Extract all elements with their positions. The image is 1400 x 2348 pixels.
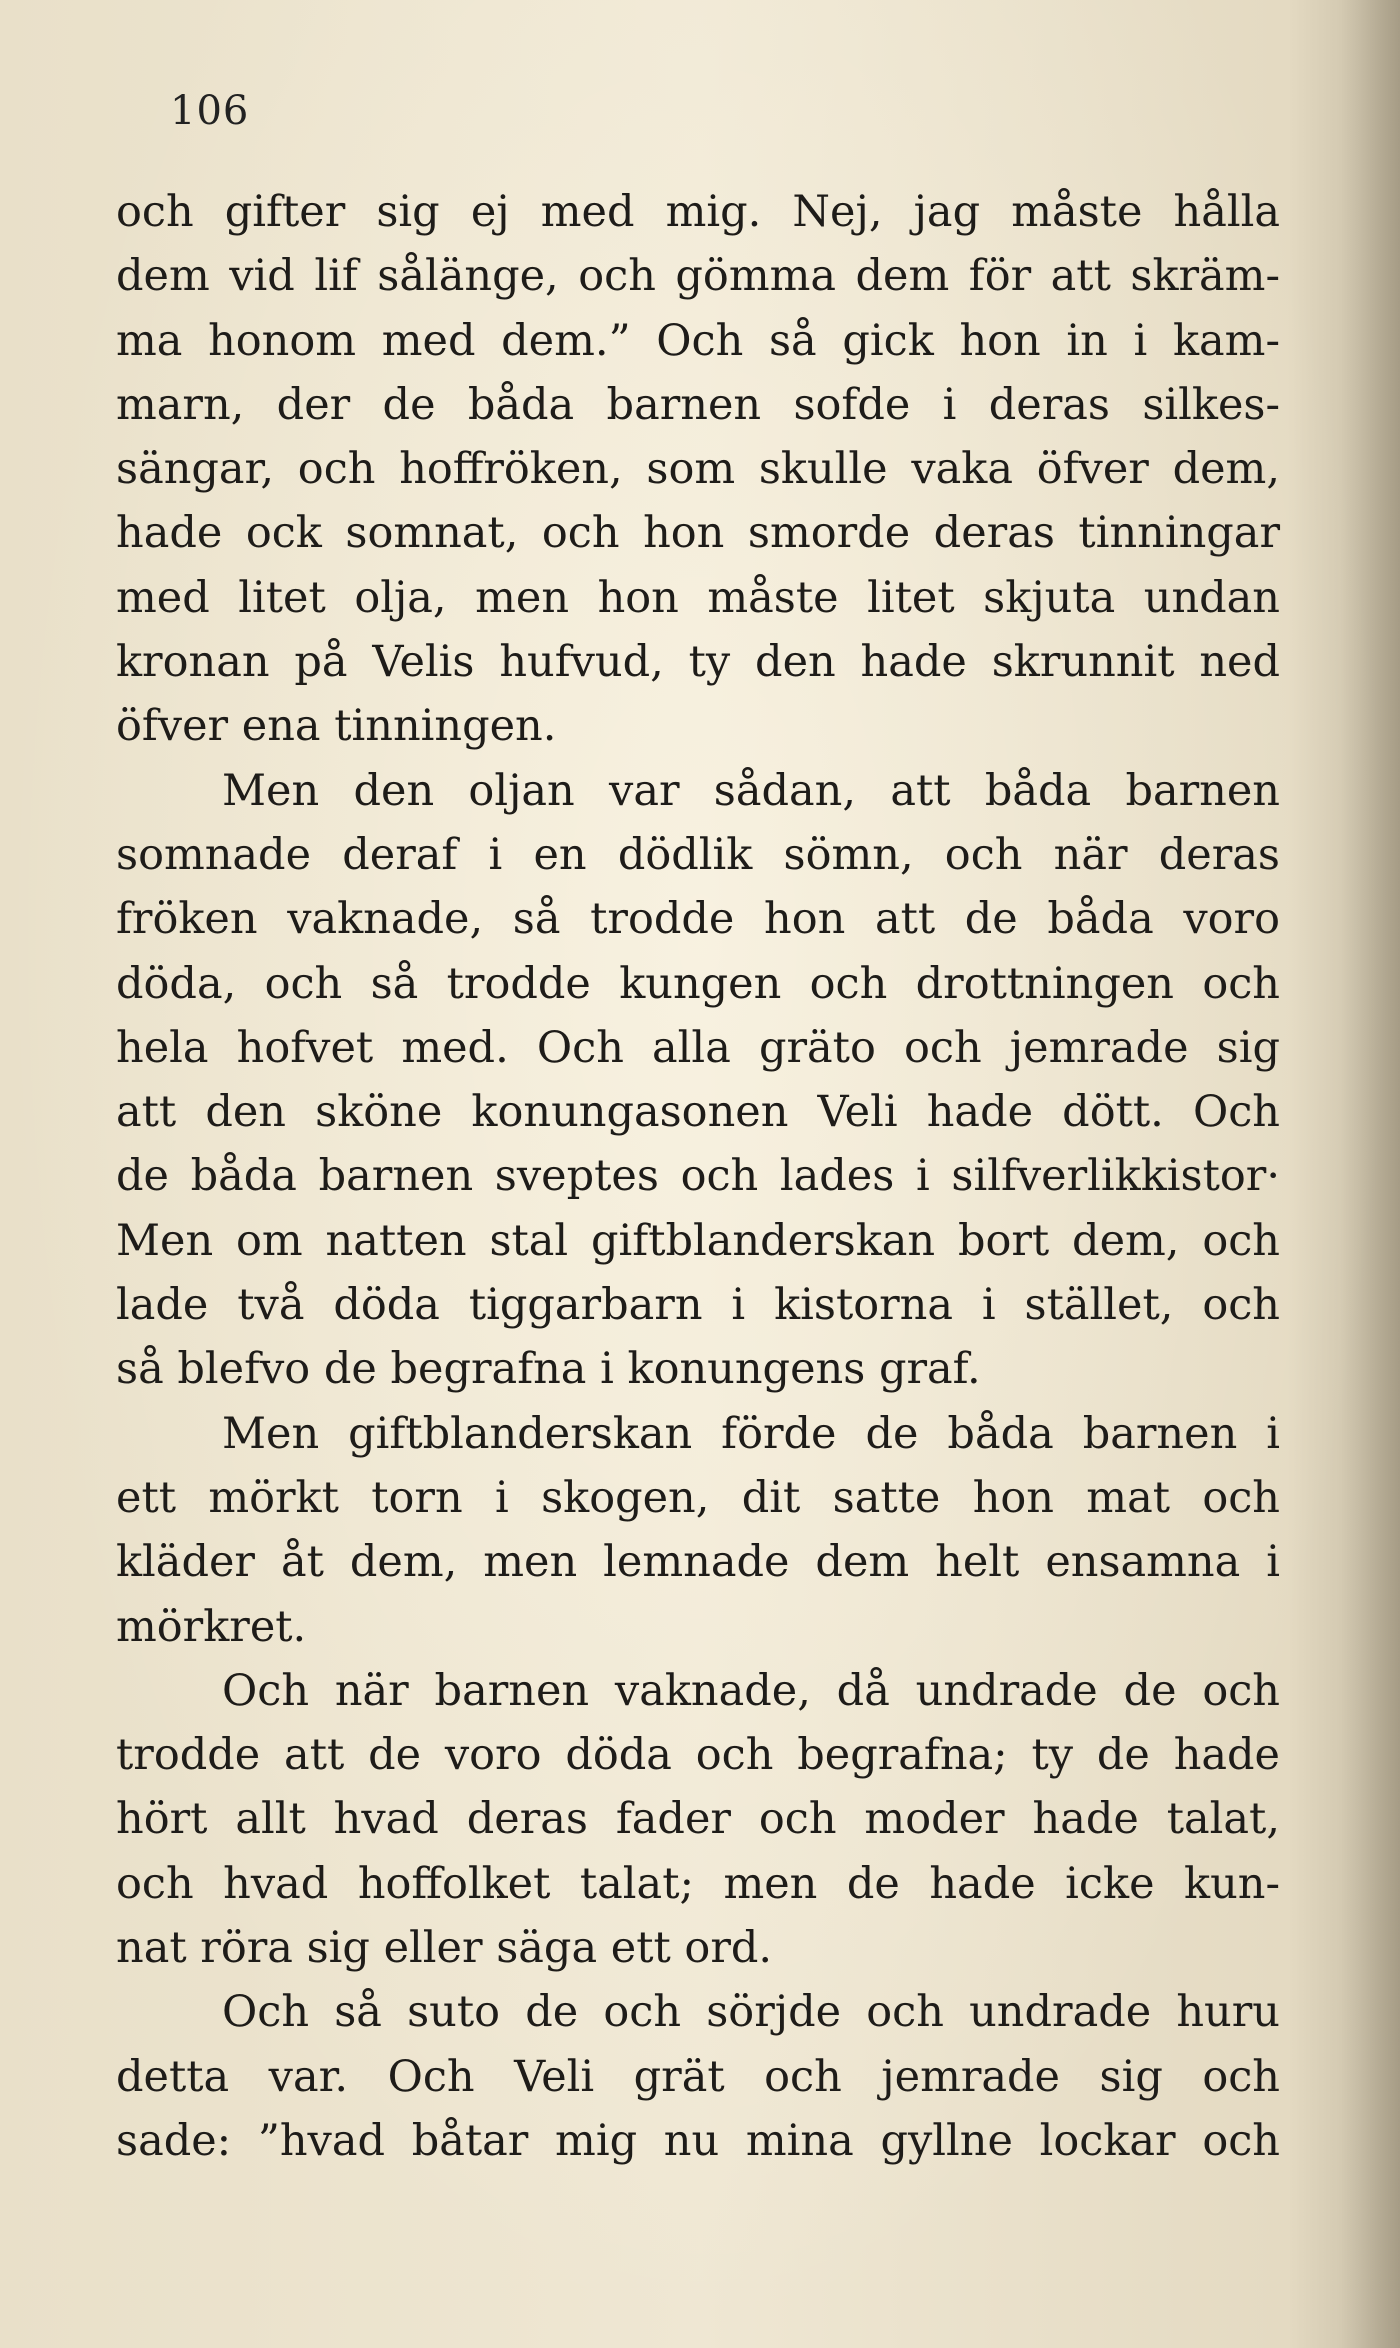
text-line: kronan på Velis hufvud, ty den hade skrunnit ned <box>116 637 1280 688</box>
text-line: ma honom med dem.” Och så gick hon in i kam- <box>116 315 1280 366</box>
text-line: ett mörkt torn i skogen, dit satte hon mat och <box>116 1472 1280 1523</box>
text-line: trodde att de voro döda och begrafna; ty de hade <box>116 1730 1280 1781</box>
text-line: med litet olja, men hon måste litet skjuta undan <box>116 572 1280 623</box>
text-line: nat röra sig eller säga ett ord. <box>116 1923 773 1974</box>
text-line: öfver ena tinningen. <box>116 701 557 752</box>
text-line: Men den oljan var sådan, att båda barnen <box>222 765 1280 816</box>
text-line: så blefvo de begrafna i konungens graf. <box>116 1344 981 1395</box>
text-line: döda, och så trodde kungen och drottningen och <box>116 958 1280 1009</box>
text-line: mörkret. <box>116 1601 307 1652</box>
text-line: hört allt hvad deras fader och moder hade talat, <box>116 1794 1280 1845</box>
text-line: att den sköne konungasonen Veli hade dött. Och <box>116 1087 1280 1138</box>
text-line: fröken vaknade, så trodde hon att de båda voro <box>116 894 1280 945</box>
text-line: kläder åt dem, men lemnade dem helt ensamna i <box>116 1537 1280 1588</box>
text-line: detta var. Och Veli grät och jemrade sig och <box>116 2051 1280 2102</box>
text-line: marn, der de båda barnen sofde i deras silkes- <box>116 379 1280 430</box>
text-line: somnade deraf i en dödlik sömn, och när deras <box>116 829 1280 880</box>
text-line: Men om natten stal giftblanderskan bort dem, och <box>116 1215 1280 1266</box>
body-text <box>116 180 1280 2173</box>
page-gutter-shadow <box>1340 0 1400 2348</box>
text-line: de båda barnen sveptes och lades i silfverlikkistor· <box>116 1151 1280 1202</box>
text-line: hade ock somnat, och hon smorde deras tinningar <box>116 508 1280 559</box>
text-line: sade: ”hvad båtar mig nu mina gyllne lockar och <box>116 2115 1280 2166</box>
text-line: dem vid lif sålänge, och gömma dem för att skräm- <box>116 251 1280 302</box>
text-line: Och när barnen vaknade, då undrade de och <box>222 1665 1280 1716</box>
page-number: 106 <box>170 88 250 134</box>
text-line: lade två döda tiggarbarn i kistorna i stället, och <box>116 1280 1280 1331</box>
text-line: Men giftblanderskan förde de båda barnen i <box>222 1408 1280 1459</box>
text-line: och gifter sig ej med mig. Nej, jag måste hålla <box>116 187 1280 237</box>
text-line: och hvad hoffolket talat; men de hade icke kun- <box>116 1858 1280 1909</box>
text-line: sängar, och hoffröken, som skulle vaka öfver dem, <box>116 444 1280 495</box>
text-line: Och så suto de och sörjde och undrade huru <box>222 1987 1280 2038</box>
text-line: hela hofvet med. Och alla gräto och jemrade sig <box>116 1022 1280 1073</box>
